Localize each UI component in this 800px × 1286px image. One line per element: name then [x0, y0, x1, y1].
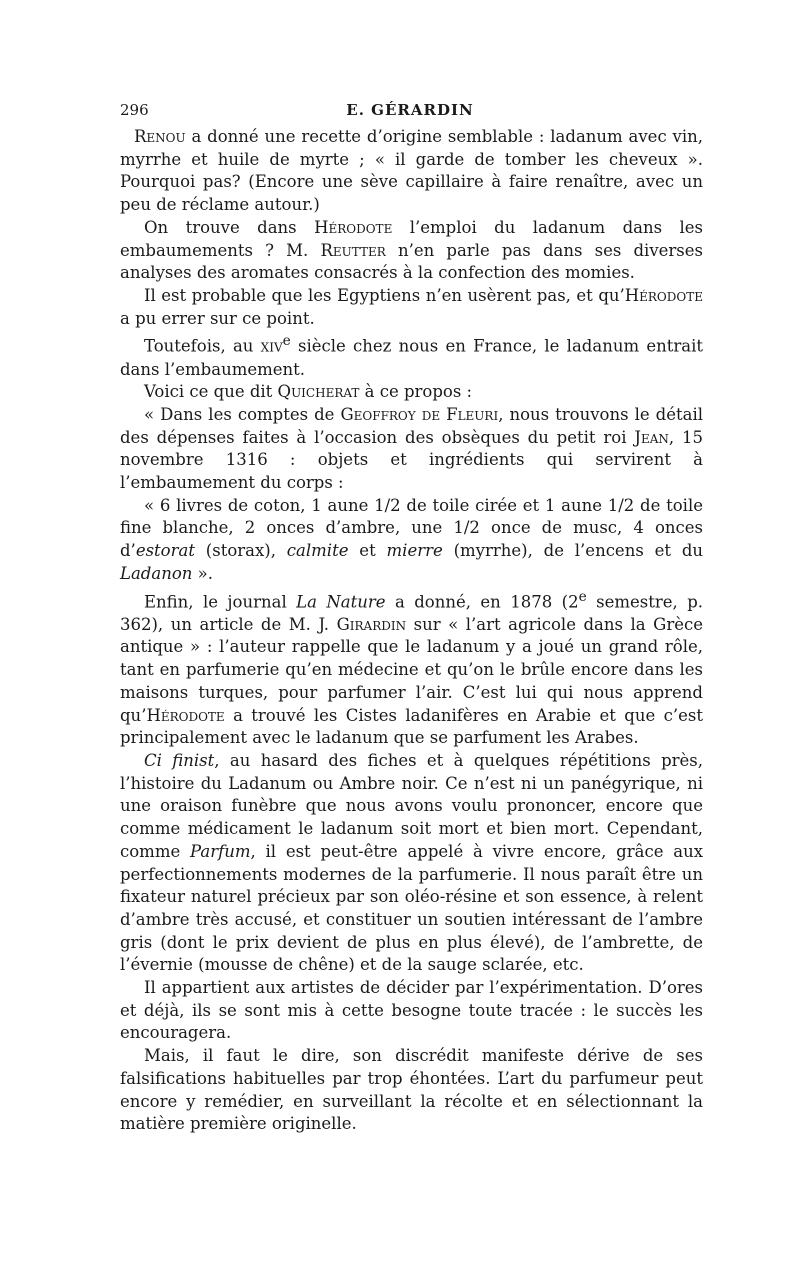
italic-text: Parfum — [190, 841, 251, 861]
text-run: , 15 novembre 1316 : objets et ingrédients qui servirent à l’embaumement du corps : — [120, 427, 703, 493]
italic-text: La Nature — [296, 592, 386, 612]
text-run: (storax), — [194, 541, 287, 561]
text-run: « 6 livres de coton, 1 aune 1/2 de toile cirée et 1 aune 1/2 de toile fine blanche, 2 onces d’ambre, une 1/2 once de musc, 4 onces d’ — [120, 495, 703, 561]
text-run: semestre, p. 362), un article de M. J. — [120, 592, 704, 634]
small-caps-name: xiv — [260, 336, 283, 356]
text-run: et — [348, 541, 387, 561]
text-run: Enfin, le journal — [144, 592, 297, 612]
text-run: On trouve dans — [144, 217, 315, 237]
text-run: a donné une recette d’origine semblable : ladanum avec vin, myrrhe et huile de myrte ; « il garde de tomber les cheveux ». Pourquoi pas? (Encore une sève capillaire à faire renaître, avec un peu de réclame autour.) — [120, 127, 703, 215]
running-title: E. GÉRARDIN — [346, 101, 474, 119]
paragraph — [120, 330, 703, 381]
small-caps-name: Hérodote — [314, 217, 393, 237]
small-caps-name: Geoffroy de Fleuri — [340, 404, 499, 424]
text-run: Il appartient aux artistes de décider par l’expérimentation. D’ores et déjà, ils se sont mis à cette besogne toute tracée : le succès les encouragera. — [120, 978, 703, 1043]
text-run: a donné, en 1878 (2 — [385, 592, 579, 612]
small-caps-name: Reutter — [320, 240, 386, 260]
text-run: , nous trouvons le détail des dépenses faites à l’occasion des obsèques du petit roi — [120, 404, 703, 447]
text-run: Toutefois, au — [144, 336, 261, 356]
small-caps-name: Hérodote — [624, 285, 703, 305]
superscript-text: e — [282, 333, 291, 350]
text-run: sur « l’art agricole dans la Grèce antique » : l’auteur rappelle que le ladanum y a joué un grand rôle, tant en parfumerie qu’en médecine et qu’on le brûle encore dans les maisons turques, pour parfumer l’air. C’est lui qui nous apprend qu’ — [120, 614, 703, 725]
text-run: à ce propos : — [359, 382, 473, 402]
running-head — [120, 101, 700, 123]
small-caps-name: Renou — [134, 127, 186, 146]
paragraph — [120, 750, 703, 977]
italic-text: mierre — [386, 541, 443, 561]
small-caps-name: Quicherat — [277, 382, 360, 402]
text-run: (myrrhe), de l’encens et du — [442, 541, 704, 561]
paragraph — [120, 495, 703, 586]
paragraph — [120, 977, 703, 1045]
text-run: a pu errer sur ce point. — [120, 308, 315, 328]
text-run: n’en parle pas dans ses diverses analyses des aromates consacrés à la confection des momies. — [120, 240, 703, 283]
text-run: a trouvé les Cistes ladanifères en Arabie et que c’est principalement avec le ladanum que se parfument les Arabes. — [120, 705, 703, 748]
paragraph — [120, 217, 703, 285]
paragraph — [120, 381, 703, 404]
italic-text: Ladanon — [120, 563, 193, 583]
page-number: 296 — [120, 101, 149, 119]
text-run: Mais, il faut le dire, son discrédit manifeste dérive de ses falsifications habituelles par trop éhontées. L’art du parfumeur peut encore y remédier, en surveillant la récolte et en sélectionnant la matière première originelle. — [120, 1046, 703, 1134]
paragraph — [120, 126, 703, 217]
italic-text: Ci finist — [144, 750, 215, 770]
text-run: , au hasard des fiches et à quelques répétitions près, l’histoire du Ladanum ou Ambre noir. Ce n’est ni un panégyrique, ni une oraison funèbre que nous avons voulu prononcer, encore que comme médicament le ladanum soit mort et bien mort. Cependant, comme — [120, 750, 703, 861]
superscript-text: e — [578, 588, 587, 605]
paragraph — [120, 285, 703, 330]
small-caps-name: Girardin — [336, 614, 407, 634]
italic-text: calmite — [286, 541, 349, 561]
text-run: « Dans les comptes de — [144, 404, 341, 424]
paragraph — [120, 1045, 703, 1136]
paragraph — [120, 586, 703, 750]
text-run: , il est peut-être appelé à vivre encore, grâce aux perfectionnements modernes de la parfumerie. Il nous paraît être un fixateur naturel précieux par son oléo-résine et son essence, à relent d’ambre très accusé, et constituer un soutien intéressant de l’ambre gris (dont le prix devient de plus en plus élevé), de l’ambrette, de l’évernie (mousse de chêne) et de la sauge sclarée, etc. — [120, 841, 703, 975]
small-caps-name: Hérodote — [146, 705, 225, 725]
text-run: ». — [192, 563, 213, 583]
text-run: Voici ce que dit — [144, 382, 278, 402]
body-text — [120, 126, 703, 1136]
paragraph — [120, 404, 703, 495]
text-run: siècle chez nous en France, le ladanum entrait dans l’embaumement. — [120, 336, 703, 379]
text-run: l’emploi du ladanum dans les embaumements ? M. — [120, 217, 704, 260]
small-caps-name: Jean — [634, 427, 669, 447]
italic-text: estorat — [135, 541, 195, 561]
text-run: Il est probable que les Egyptiens n’en usèrent pas, et qu’ — [144, 285, 625, 305]
